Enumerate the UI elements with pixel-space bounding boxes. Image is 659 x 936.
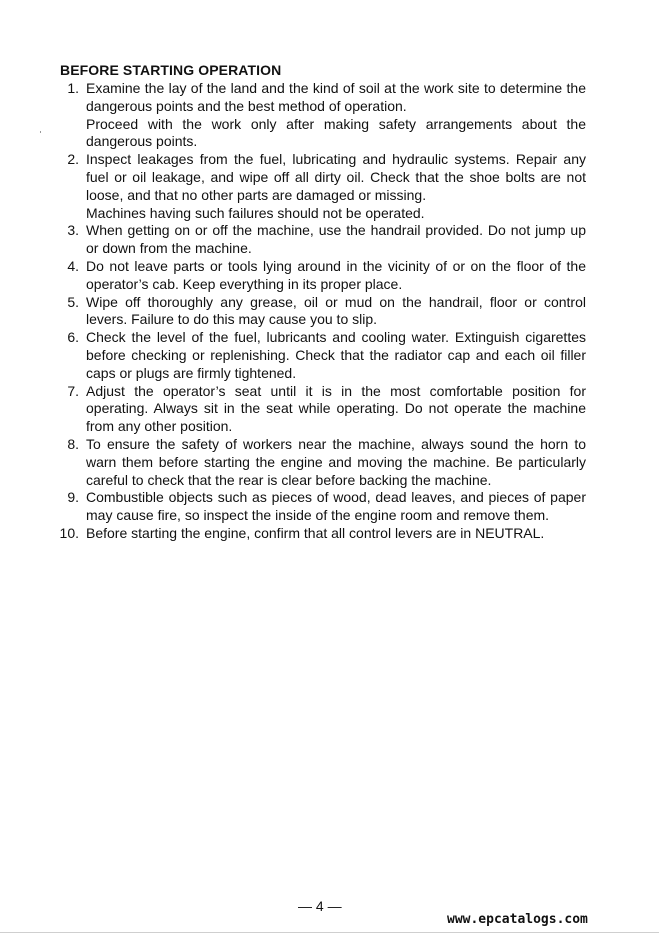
item-paragraph: Do not leave parts or tools lying around in the vicinity of or on the floor of the operator’s cab. Keep everything in its proper place.: [86, 257, 586, 292]
item-paragraph: Examine the lay of the land and the kind of soil at the work site to determine the dangerous points and the best method of operation.: [86, 80, 586, 114]
item-paragraph: When getting on or off the machine, use the handrail provided. Do not jump up or down from the machine.: [86, 222, 586, 257]
item-number: 9.: [67, 489, 79, 506]
list-item: [0, 151, 659, 222]
item-paragraph: Combustible objects such as pieces of wood, dead leaves, and pieces of paper may cause fire, so inspect the inside of the engine room and remove them.: [86, 489, 586, 524]
item-text: [86, 436, 586, 489]
item-number: 8.: [67, 435, 79, 452]
section-heading: BEFORE STARTING OPERATION: [60, 62, 282, 78]
item-number: 7.: [67, 382, 79, 399]
item-text: [86, 294, 586, 330]
item-paragraph: Proceed with the work only after making safety arrangements about the dangerous points.: [86, 115, 586, 150]
item-paragraph: To ensure the safety of workers near the machine, always sound the horn to warn them before starting the engine and moving the machine. Be particularly careful to check that the rear is clear before backing the machine.: [86, 435, 586, 488]
list-item: [0, 489, 659, 525]
item-number: 3.: [67, 222, 79, 239]
item-number: 2.: [67, 151, 79, 168]
item-number: 1.: [67, 80, 79, 96]
list-item: [0, 329, 659, 382]
list-item: [0, 80, 659, 151]
item-paragraph: Adjust the operator’s seat until it is in the most comfortable position for operating. Always sit in the seat while operating. Do not operate the machine from any other position.: [86, 382, 586, 435]
item-text: [86, 383, 586, 436]
item-paragraph: Inspect leakages from the fuel, lubricating and hydraulic systems. Repair any fuel or oil leakage, and wipe off all dirty oil. Check that the shoe bolts are not loose, and that no other parts are damaged or missing.: [86, 151, 586, 203]
website-watermark: www.epcatalogs.com: [447, 912, 588, 927]
item-text: [86, 329, 586, 382]
item-paragraph: Machines having such failures should not be operated.: [86, 204, 425, 221]
item-paragraph: Check the level of the fuel, lubricants and cooling water. Extinguish cigarettes before checking or replenishing. Check that the radiator cap and each oil filler caps or plugs are firmly tightened.: [86, 329, 586, 381]
list-item: [0, 525, 659, 543]
item-number: 10.: [59, 524, 79, 541]
page-number: — 4 —: [298, 898, 342, 914]
item-number: 5.: [67, 293, 79, 310]
list-item: [0, 258, 659, 294]
item-paragraph: Before starting the engine, confirm that all control levers are in NEUTRAL.: [86, 524, 545, 541]
item-paragraph: Wipe off thoroughly any grease, oil or mud on the handrail, floor or control levers. Failure to do this may cause you to slip.: [86, 293, 586, 328]
list-item: [0, 383, 659, 436]
list-item: [0, 436, 659, 489]
safety-checklist: [0, 80, 659, 543]
item-text: [86, 151, 586, 222]
item-text: [86, 489, 586, 525]
item-number: 6.: [67, 329, 79, 346]
item-text: [86, 80, 586, 151]
item-text: [86, 222, 586, 258]
list-item: [0, 294, 659, 330]
item-number: 4.: [67, 257, 79, 274]
list-item: [0, 222, 659, 258]
item-text: [86, 525, 586, 543]
bottom-divider: [0, 932, 659, 933]
item-text: [86, 258, 586, 294]
